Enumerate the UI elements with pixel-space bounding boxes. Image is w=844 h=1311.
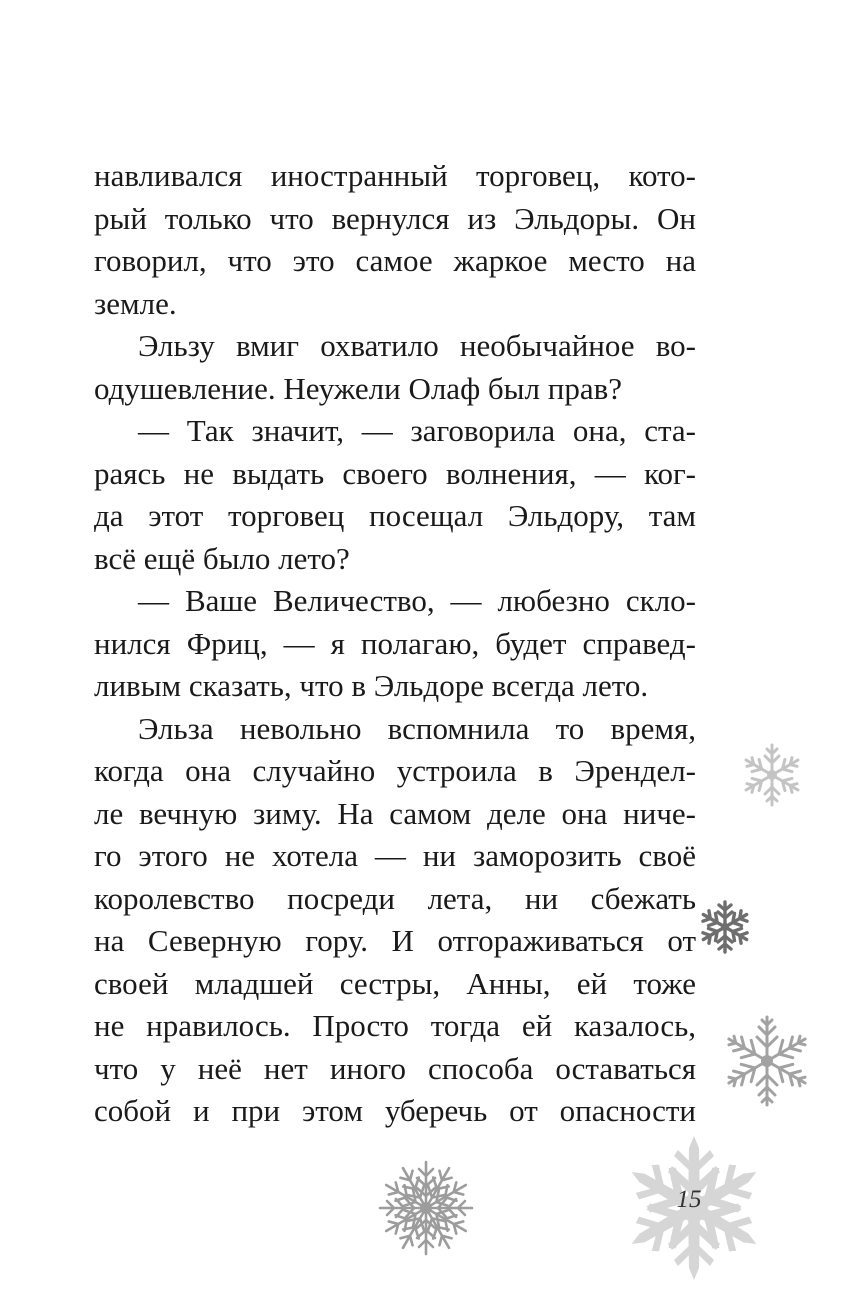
snowflake-icon [718,1012,816,1110]
text-line: королевство посреди лета, ни сбежать [94,880,696,916]
text-line: — Ваше Величество, — любезно скло- [138,583,696,618]
page-text [94,155,696,1133]
text-line: ле вечную зиму. На самом деле она ниче- [94,795,696,831]
text-line: земле. [94,285,177,321]
text-line: Эльзу вмиг охватило необычайное во- [138,328,696,363]
text-line: да этот торговец посещал Эльдору, там [94,498,696,533]
text-line: навливался иностранный торговец, кото- [94,158,696,193]
text-line: рый только что вернулся из Эльдоры. Он [94,200,696,236]
text-line: одушевление. Неужели Олаф был прав? [94,370,622,406]
text-line: на Северную гору. И отгораживаться от [94,923,696,958]
text-line: — Так значит, — заговорила она, ста- [138,413,696,448]
text-line: Эльза невольно вспомнила то время, [138,710,696,746]
snowflake-icon [696,898,754,956]
snowflake-icon [737,740,807,810]
text-line: не нравилось. Просто тогда ей казалось, [94,1008,696,1043]
text-line: ливым сказать, что в Эльдоре всегда лето. [94,668,649,703]
text-line: своей младшей сестры, Анны, ей тоже [94,965,696,1001]
text-line: когда она случайно устроила в Эрендел- [94,753,696,788]
snowflake-icon [374,1156,478,1260]
text-line: собой и при этом уберечь от опасности [94,1093,696,1128]
text-line: го этого не хотела — ни заморозить своё [94,838,696,873]
text-line: что у неё нет иного способа оставаться [94,1050,696,1086]
text-line: раясь не выдать своего волнения, — ког- [94,455,696,491]
text-line: говорил, что это самое жаркое место на [94,243,696,278]
text-line: нился Фриц, — я полагаю, будет справед- [94,625,696,661]
page-number: 15 [676,1186,702,1213]
text-line: всё ещё было лето? [94,540,350,576]
